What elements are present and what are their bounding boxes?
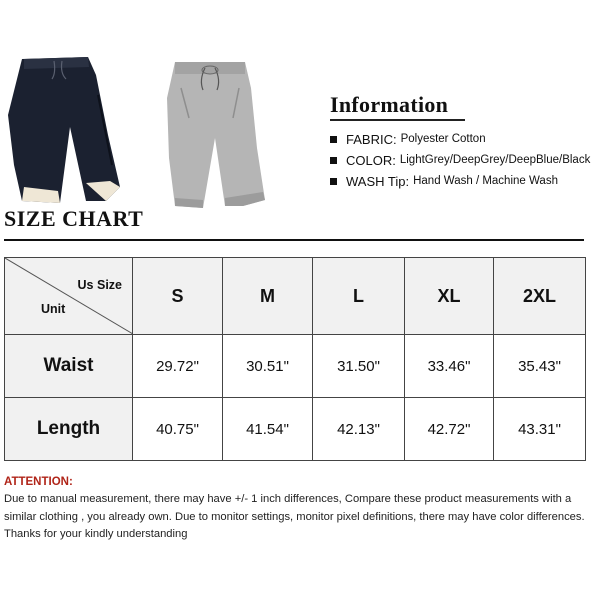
us-size-label: Us Size [77, 278, 122, 292]
info-value: Polyester Cotton [400, 133, 486, 145]
size-chart-rule [4, 239, 584, 241]
table-row-length [5, 398, 586, 461]
size-chart-title: SIZE CHART [4, 206, 144, 231]
size-header: 2XL [494, 258, 586, 335]
table-cell: 33.46" [405, 335, 494, 398]
table-cell: 42.13" [313, 398, 405, 461]
info-item-wash [330, 171, 590, 191]
table-cell: 41.54" [223, 398, 313, 461]
info-item-color [330, 150, 590, 170]
table-cell: 31.50" [313, 335, 405, 398]
square-bullet-icon [330, 157, 337, 164]
table-cell: 29.72" [133, 335, 223, 398]
row-label: Waist [5, 335, 133, 398]
table-cell: 42.72" [405, 398, 494, 461]
size-header: S [133, 258, 223, 335]
info-label: COLOR: [346, 152, 396, 168]
size-header: M [223, 258, 313, 335]
size-table [4, 257, 586, 461]
dark-pants-image [0, 55, 135, 205]
size-header-row [5, 258, 586, 335]
info-value: LightGrey/DeepGrey/DeepBlue/Black [399, 154, 591, 166]
attention-text: Due to manual measurement, there may have +/- 1 inch differences, Compare these product measurements with a similar clothing , you already own. Due to monitor settings, monitor pixel definitions, there may have color differences. Thanks for your kindly understanding [4, 493, 585, 540]
information-title: Information [330, 92, 449, 117]
table-cell: 40.75" [133, 398, 223, 461]
information-list [330, 129, 590, 192]
information-underline [330, 119, 465, 121]
table-cell: 30.51" [223, 335, 313, 398]
table-row-waist [5, 335, 586, 398]
square-bullet-icon [330, 136, 337, 143]
size-header: XL [405, 258, 494, 335]
info-value: Hand Wash / Machine Wash [413, 175, 558, 187]
attention-title: ATTENTION: [4, 476, 73, 488]
row-label: Length [5, 398, 133, 461]
square-bullet-icon [330, 178, 337, 185]
size-header: L [313, 258, 405, 335]
table-cell: 43.31" [494, 398, 586, 461]
grey-pants-image [145, 58, 270, 210]
info-label: WASH Tip: [346, 173, 410, 189]
info-label: FABRIC: [346, 131, 397, 147]
corner-cell [5, 258, 133, 335]
info-item-fabric [330, 129, 590, 149]
unit-label: Unit [41, 302, 66, 316]
table-cell: 35.43" [494, 335, 586, 398]
diagonal-divider [5, 258, 133, 334]
